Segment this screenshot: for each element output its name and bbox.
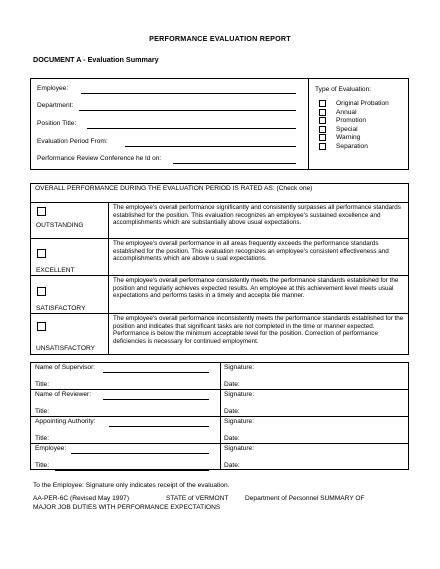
rating-row-excellent: [31, 238, 408, 276]
position-title-field[interactable]: [87, 128, 296, 129]
option-separation[interactable]: Separation: [319, 143, 368, 150]
option-warning[interactable]: Warning: [319, 134, 360, 141]
rating-header: OVERALL PERFORMANCE DURING THE EVALUATION PERIOD IS RATED AS: (Check one): [35, 185, 313, 192]
date-label: Date:: [224, 462, 240, 469]
option-promotion[interactable]: Promotion: [319, 117, 366, 124]
employee-info-section: [30, 78, 309, 170]
signature-label: Signature:: [224, 445, 255, 452]
evaluation-period-field[interactable]: [125, 146, 296, 147]
state-label: STATE of VERMONT: [166, 495, 229, 502]
signature-label: Signature:: [224, 391, 255, 398]
appointing-authority-name-field[interactable]: [109, 426, 209, 427]
footer-line-2: MAJOR JOB DUTIES WITH PERFORMANCE EXPECTATIONS: [33, 504, 221, 511]
employee-field[interactable]: [81, 93, 296, 94]
checkbox[interactable]: [319, 134, 326, 141]
role-label: Name of Reviewer:: [35, 391, 92, 398]
satisfactory-checkbox[interactable]: [37, 287, 46, 296]
review-conference-field[interactable]: [173, 163, 296, 164]
signature-label: Signature:: [224, 364, 255, 371]
date-label: Date:: [224, 435, 240, 442]
evaluation-type-label: Type of Evaluation:: [315, 86, 372, 93]
signature-table: [30, 362, 409, 470]
rating-name: OUTSTANDING: [36, 222, 84, 229]
outstanding-checkbox[interactable]: [37, 207, 46, 216]
form-id: AA-PER-6C (Revised May 1997): [33, 495, 130, 502]
role-label: Employee:: [35, 445, 67, 452]
role-label: Name of Supervisor:: [35, 364, 96, 371]
option-annual[interactable]: Annual: [319, 109, 357, 116]
page-title: PERFORMANCE EVALUATION REPORT: [149, 34, 291, 43]
title-label: Title:: [35, 462, 50, 469]
rating-description: The employee's overall performance inconsistently meets the performance standards established for the position and indicates that significant tasks are not completed in the time or manner expected. Performance is below the minimum acceptable level for the position. Correction of performance deficiencies is necessary for continued employment.: [113, 315, 404, 345]
rating-name: UNSATISFACTORY: [36, 345, 95, 352]
supervisor-name-field[interactable]: [103, 372, 209, 373]
rating-row-unsatisfactory: [31, 313, 408, 355]
signature-row-supervisor: [31, 363, 408, 389]
option-original-probation[interactable]: Original Probation: [319, 100, 389, 107]
rating-description: The employee's overall performance in all areas frequently exceeds the performance standards established for the position. This evaluation recognizes an employee's consistent effectiveness and accomplishments which are above u sual expectations.: [113, 240, 389, 263]
signature-row-appointing-authority: [31, 416, 408, 443]
employee-label: Employee:: [37, 85, 69, 92]
reviewer-name-field[interactable]: [103, 399, 209, 400]
option-special[interactable]: Special: [319, 126, 358, 133]
date-label: Date:: [224, 381, 240, 388]
employee-name-field[interactable]: [71, 453, 209, 454]
checkbox[interactable]: [319, 117, 326, 124]
signature-row-reviewer: [31, 389, 408, 416]
rating-name: EXCELLENT: [36, 267, 75, 274]
rating-description: The employee's overall performance consistently meets the performance standards established for the position and regularly achieves expected results. An employee at this achievement level meets usual expectations and performs tasks in a timely and accepta ble manner.: [113, 277, 399, 300]
checkbox[interactable]: [319, 100, 326, 107]
date-label: Date:: [224, 408, 240, 415]
evaluation-period-label: Evaluation Period From:: [37, 138, 108, 145]
document-subtitle: DOCUMENT A - Evaluation Summary: [33, 55, 159, 64]
signature-row-employee: [31, 443, 408, 470]
signature-label: Signature:: [224, 418, 255, 425]
performance-rating-table: [30, 183, 409, 355]
rating-name: SATISFACTORY: [36, 305, 86, 312]
employee-title-field[interactable]: [55, 470, 209, 471]
title-label: Title:: [35, 408, 50, 415]
checkbox[interactable]: [319, 109, 326, 116]
title-label: Title:: [35, 435, 50, 442]
rating-row-outstanding: [31, 202, 408, 239]
excellent-checkbox[interactable]: [37, 249, 46, 258]
rating-description: The employee's overall performance significantly and consistently surpasses all performance standards established for the position. This evaluation recognizes an employee's sustained excellence and accomplishments which are substantially above usual expectations.: [113, 204, 401, 227]
department-label: Department:: [37, 102, 74, 109]
evaluation-type-section: [309, 78, 409, 170]
rating-row-satisfactory: [31, 275, 408, 314]
position-title-label: Position Title:: [37, 120, 77, 127]
unsatisfactory-checkbox[interactable]: [37, 322, 46, 331]
department-label-footer: Department of Personnel SUMMARY OF: [245, 495, 365, 502]
review-conference-label: Performance Review Conference he ld on:: [37, 155, 162, 162]
checkbox[interactable]: [319, 143, 326, 150]
employee-note: To the Employee: Signature only indicates receipt of the evaluation.: [33, 482, 230, 489]
department-field[interactable]: [79, 110, 296, 111]
title-label: Title:: [35, 381, 50, 388]
checkbox[interactable]: [319, 126, 326, 133]
role-label: Appointing Authority:: [35, 418, 96, 425]
